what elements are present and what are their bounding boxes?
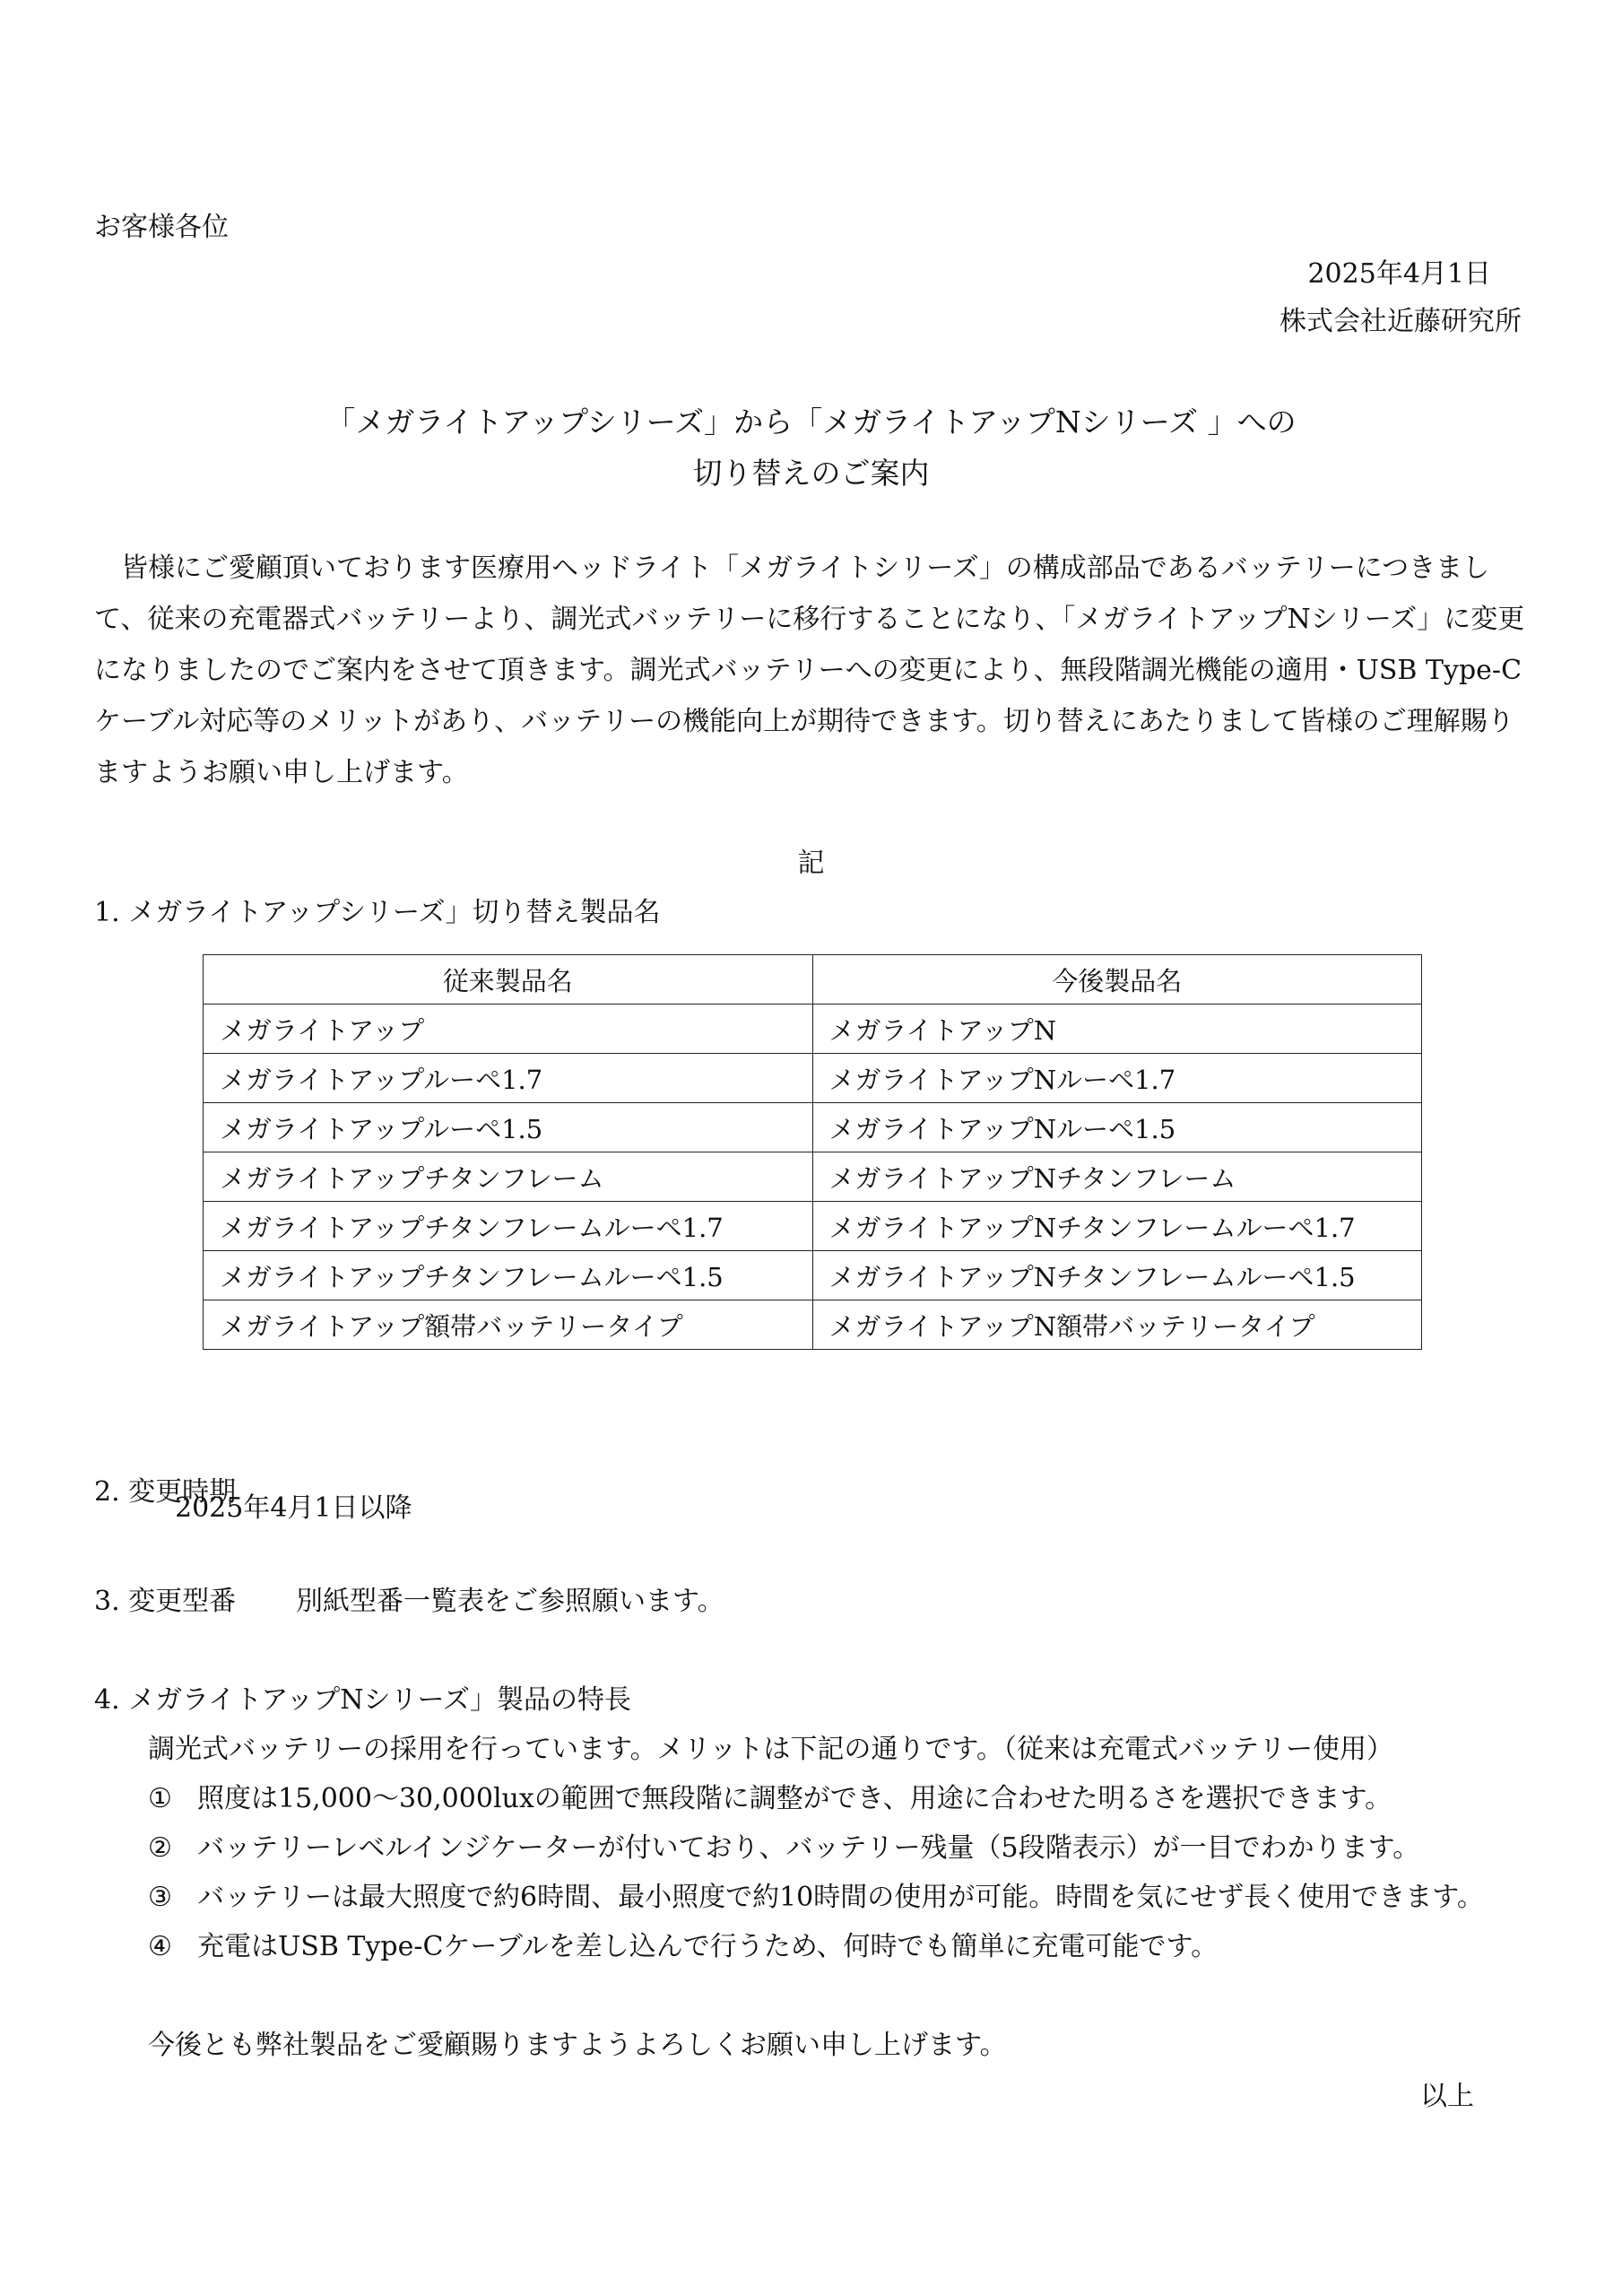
table-row — [204, 1152, 1422, 1202]
feature-item — [148, 1825, 1419, 1865]
ki-marker: 記 — [797, 848, 825, 879]
new-product-name: メガライトアップNルーペ1.7 — [812, 1054, 1422, 1103]
section2-value: 2025年4月1日以降 — [175, 1492, 412, 1524]
greeting: お客様各位 — [94, 212, 229, 243]
company-name: 株式会社近藤研究所 — [1279, 306, 1522, 337]
body-paragraph: 皆様にご愛顧頂いております医療用ヘッドライト「メガライトシリーズ」の構成部品であるバッテリーにつきまして、従来の充電器式バッテリーより、調光式バッテリーに移行することになり、「メガライトアップNシリーズ」に変更になりましたのでご案内をさせて頂きます。調光式バッテリーへの変更により、無段階調光機能の適用・USB Type-Cケーブル対応等のメリットがあり、バッテリーの機能向上が期待できます。切り替えにあたりまして皆様のご理解賜りますようお願い申し上げます。 — [94, 552, 1525, 788]
table-row — [204, 1004, 1422, 1054]
section4-intro: 調光式バッテリーの採用を行っています。メリットは下記の通りです。（従来は充電式バッテリー使用） — [148, 1734, 1393, 1765]
old-product-name: メガライトアップ — [204, 1004, 813, 1054]
table-row — [204, 1300, 1422, 1350]
new-product-name: メガライトアップN額帯バッテリータイプ — [812, 1300, 1422, 1350]
document-title-line1: 「メガライトアップシリーズ」から「メガライトアップNシリーズ 」への — [325, 404, 1297, 439]
section2-heading: 2. 変更時期 — [94, 1476, 237, 1508]
new-product-name: メガライトアップNチタンフレームルーペ1.7 — [812, 1202, 1422, 1251]
feature-number: ③ — [148, 1882, 172, 1913]
section4-heading: 4. メガライトアップNシリーズ」製品の特長 — [94, 1684, 632, 1716]
feature-item — [148, 1776, 1392, 1815]
table-row — [204, 1054, 1422, 1103]
old-product-name: メガライトアップチタンフレーム — [204, 1152, 813, 1202]
feature-text: 照度は15,000～30,000luxの範囲で無段階に調整ができ、用途に合わせた明るさを選択できます。 — [197, 1783, 1392, 1814]
section3-value: 別紙型番一覧表をご参照願います。 — [296, 1586, 724, 1617]
new-product-name: メガライトアップNルーペ1.5 — [812, 1103, 1422, 1152]
closing-remark: 今後とも弊社製品をご愛顧賜りますようよろしくお願い申し上げます。 — [148, 2030, 1007, 2061]
feature-number: ① — [148, 1783, 172, 1814]
old-product-name: メガライトアップチタンフレームルーペ1.5 — [204, 1251, 813, 1300]
new-product-name: メガライトアップNチタンフレームルーペ1.5 — [812, 1251, 1422, 1300]
document-date: 2025年4月1日 — [1307, 258, 1491, 290]
new-product-name: メガライトアップNチタンフレーム — [812, 1152, 1422, 1202]
feature-text: 充電はUSB Type-Cケーブルを差し込んで行うため、何時でも簡単に充電可能です。 — [197, 1931, 1219, 1962]
feature-item — [148, 1924, 1218, 1963]
feature-item — [148, 1874, 1484, 1914]
column-header-new: 今後製品名 — [812, 955, 1422, 1004]
old-product-name: メガライトアップルーペ1.7 — [204, 1054, 813, 1103]
table-row — [204, 1251, 1422, 1300]
feature-text: バッテリーレベルインジケーターが付いており、バッテリー残量（5段階表示）が一目でわかります。 — [197, 1832, 1420, 1864]
old-product-name: メガライトアップチタンフレームルーペ1.7 — [204, 1202, 813, 1251]
new-product-name: メガライトアップN — [812, 1004, 1422, 1054]
table-row — [204, 1103, 1422, 1152]
document-title-line2: 切り替えのご案内 — [692, 456, 930, 491]
product-table — [203, 954, 1422, 1350]
table-row — [204, 1202, 1422, 1251]
old-product-name: メガライトアップ額帯バッテリータイプ — [204, 1300, 813, 1350]
column-header-old: 従来製品名 — [204, 955, 813, 1004]
feature-number: ② — [148, 1832, 172, 1864]
section3-heading: 3. 変更型番 — [94, 1586, 237, 1617]
feature-text: バッテリーは最大照度で約6時間、最小照度で約10時間の使用が可能。時間を気にせず長く使用できます。 — [197, 1882, 1484, 1913]
end-marker: 以上 — [1420, 2081, 1474, 2112]
old-product-name: メガライトアップルーペ1.5 — [204, 1103, 813, 1152]
feature-number: ④ — [148, 1931, 172, 1962]
section1-heading: 1. メガライトアップシリーズ」切り替え製品名 — [94, 897, 661, 928]
table-header-row — [204, 955, 1422, 1004]
